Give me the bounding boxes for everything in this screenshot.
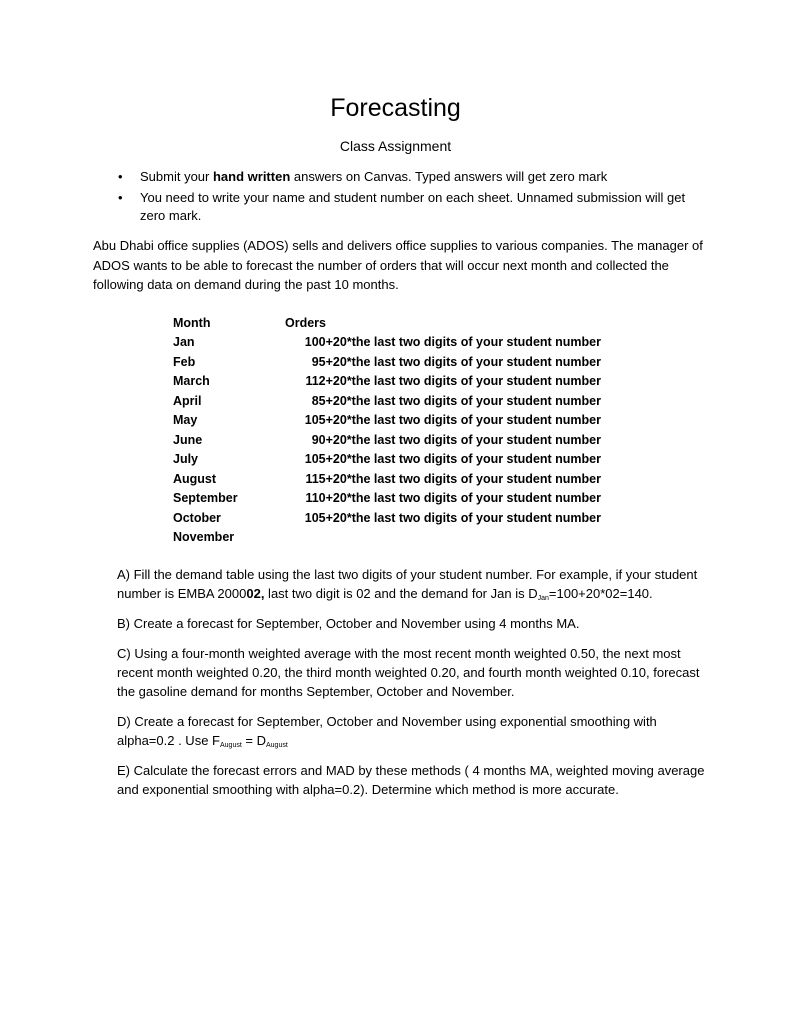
question-a-subscript: Jan — [537, 595, 549, 602]
question-d — [117, 712, 707, 750]
table-row — [173, 391, 605, 411]
orders-cell: 115+20*the last two digits of your student number — [305, 471, 601, 486]
orders-cell: 105+20*the last two digits of your student number — [304, 510, 601, 525]
bullet-icon: • — [118, 189, 123, 205]
month-cell: Feb — [173, 354, 196, 369]
orders-cell: 105+20*the last two digits of your student number — [304, 413, 601, 428]
question-a-emphasis: 02, — [246, 586, 265, 601]
question-d-text: = D — [241, 733, 266, 748]
orders-cell: 100+20*the last two digits of your student number — [304, 335, 601, 350]
question-c: C) Using a four-month weighted average with the most recent month weighted 0.50, the next most recent month weighted 0.20, the third month weighted 0.20, and fourth month weighted 0.10, forecast the gasoline demand for months September, October and November. — [117, 646, 700, 699]
intro-paragraph: Abu Dhabi office supplies (ADOS) sells and delivers office supplies to various companies. The manager of ADOS wants to be able to forecast the number of orders that will occur next month and collected the following data on demand during the past 10 months. — [93, 238, 703, 292]
page-title: Forecasting — [330, 94, 461, 122]
table-header-row — [173, 313, 605, 333]
instruction-emphasis: hand written — [212, 169, 291, 184]
month-cell: April — [173, 393, 202, 408]
orders-cell: 110+20*the last two digits of your student number — [305, 491, 601, 506]
question-e: E) Calculate the forecast errors and MAD by these methods ( 4 months MA, weighted moving average and exponential smoothing with alpha=0.2). Determine which method is more accurate. — [117, 763, 705, 797]
month-cell: June — [173, 432, 203, 447]
question-d-subscript: August — [266, 742, 288, 749]
instructions-list — [118, 168, 708, 228]
table-row — [173, 352, 605, 372]
orders-cell: 112+20*the last two digits of your student number — [305, 374, 601, 389]
month-cell: May — [173, 413, 198, 428]
table-row — [173, 372, 605, 392]
table-row — [173, 430, 605, 450]
orders-cell: 85+20*the last two digits of your student number — [311, 393, 601, 408]
demand-table — [173, 313, 605, 547]
instruction-item — [118, 168, 708, 187]
month-cell: September — [173, 491, 238, 506]
table-row — [173, 528, 605, 548]
column-header-month: Month — [173, 315, 211, 330]
question-a-text: =100+20*02=140. — [548, 586, 653, 601]
table-row — [173, 508, 605, 528]
table-row — [173, 450, 605, 470]
question-a-text: last two digit is 02 and the demand for Jan is D — [264, 586, 538, 601]
question-a — [117, 565, 707, 603]
orders-cell: 95+20*the last two digits of your student number — [311, 354, 601, 369]
month-cell: March — [173, 374, 210, 389]
question-d-subscript: August — [219, 742, 242, 749]
question-d-text: D) Create a forecast for September, October and November using exponential smoothing with alpha=0.2 . Use F — [117, 714, 657, 748]
month-cell: July — [173, 452, 199, 467]
bullet-icon: • — [118, 169, 123, 184]
orders-cell — [285, 528, 605, 548]
month-cell: November — [173, 530, 235, 545]
page-subtitle: Class Assignment — [339, 138, 452, 154]
question-a-text: A) Fill the demand table using the last two digits of your student number. For example, if your student number is EMBA 2000 — [117, 567, 698, 601]
month-cell: August — [173, 471, 217, 486]
table-row — [173, 333, 605, 353]
instruction-text: answers on Canvas. Typed answers will get zero mark — [290, 169, 608, 184]
table-row — [173, 489, 605, 509]
instruction-text: You need to write your name and student number on each sheet. Unnamed submission will get zero mark. — [140, 189, 686, 223]
table-row — [173, 411, 605, 431]
orders-cell: 90+20*the last two digits of your student number — [311, 432, 601, 447]
month-cell: Jan — [173, 335, 195, 350]
questions-section — [117, 565, 707, 810]
column-header-orders: Orders — [285, 315, 326, 330]
month-cell: October — [173, 510, 221, 525]
table-row — [173, 469, 605, 489]
question-b: B) Create a forecast for September, October and November using 4 months MA. — [117, 616, 580, 631]
instruction-text: Submit your — [140, 169, 213, 184]
orders-cell: 105+20*the last two digits of your student number — [304, 452, 601, 467]
instruction-item — [118, 189, 708, 226]
